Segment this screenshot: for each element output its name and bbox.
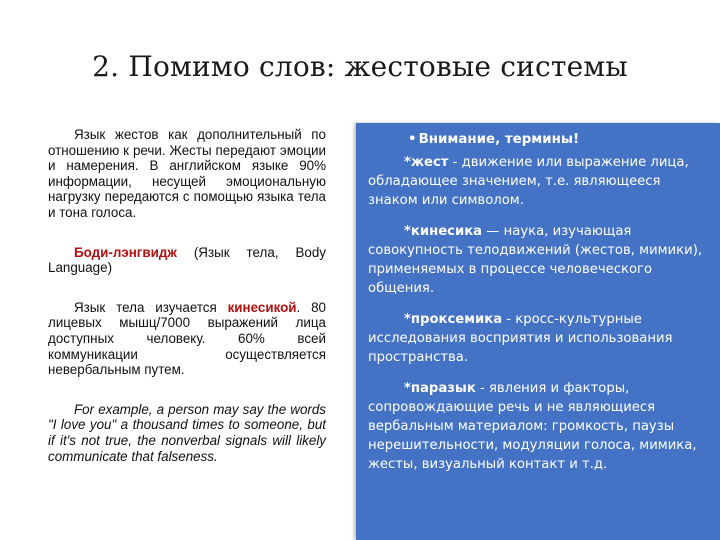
term-name: *жест [404, 155, 449, 170]
term-definition: совокупность телодвижений (жестов, мимики), применяемых в процессе человеческого общения. [368, 243, 703, 296]
term-lead [368, 379, 712, 398]
term-definition: обладающее значением, т.е. являющееся знаком или символом. [368, 174, 661, 208]
kinesics-lead: Язык тела изучается [74, 299, 228, 315]
slide-title: 2. Помимо слов: жестовые системы [92, 50, 628, 83]
term-definition-start: - кросс-культурные [502, 312, 642, 327]
paragraph-kinesics [48, 300, 326, 378]
term-item [368, 379, 712, 474]
bullet-icon: • [408, 132, 417, 147]
term-lead [368, 222, 712, 241]
paragraph-intro: Язык жестов как дополнительный по отношению к речи. Жесты передают эмоции и намерения. В английском языке 90% информации, несущей эмоциональную нагрузку передаются с помощью языка тела и тона голоса. [48, 127, 326, 220]
term-name: *кинесика [404, 224, 483, 239]
term-definition-start: - явления и факторы, [475, 381, 630, 396]
terms-panel [356, 123, 720, 540]
paragraph-example: For example, a person may say the words "I love you" a thousand times to someone, but if it's not true, the nonverbal signals will likely communicate that falseness. [48, 401, 326, 464]
body-language-translation: (Язык тела, Body Language) [48, 244, 326, 276]
term-definition: исследования восприятия и использования пространства. [368, 331, 673, 365]
term-definition-start: - движение или выражение лица, [448, 155, 689, 170]
term-item [368, 153, 712, 210]
term-lead [368, 310, 712, 329]
kinesics-detail: . 80 лицевых мышц/7000 выражений лица доступных человеку. 60% всей коммуникации осуществляется невербальным путем. [48, 299, 326, 378]
terms-heading [368, 130, 712, 149]
left-text-column [48, 127, 326, 464]
term-name: *проксемика [404, 312, 503, 327]
term-item [368, 222, 712, 298]
term-item [368, 310, 712, 367]
term-definition-start: — наука, изучающая [482, 224, 632, 239]
term-name: *паразык [404, 381, 476, 396]
term-definition: сопровождающие речь и не являющиеся вербальным материалом: громкость, паузы нерешительности, модуляции голоса, мимика, жесты, визуальный контакт и т.д. [368, 400, 697, 472]
term-body-language: Боди-лэнгвидж [74, 244, 177, 260]
term-kinesics: кинесикой [227, 299, 297, 315]
terms-heading-text: Внимание, термины! [418, 132, 580, 147]
term-lead [368, 153, 712, 172]
paragraph-body-language [48, 245, 326, 276]
